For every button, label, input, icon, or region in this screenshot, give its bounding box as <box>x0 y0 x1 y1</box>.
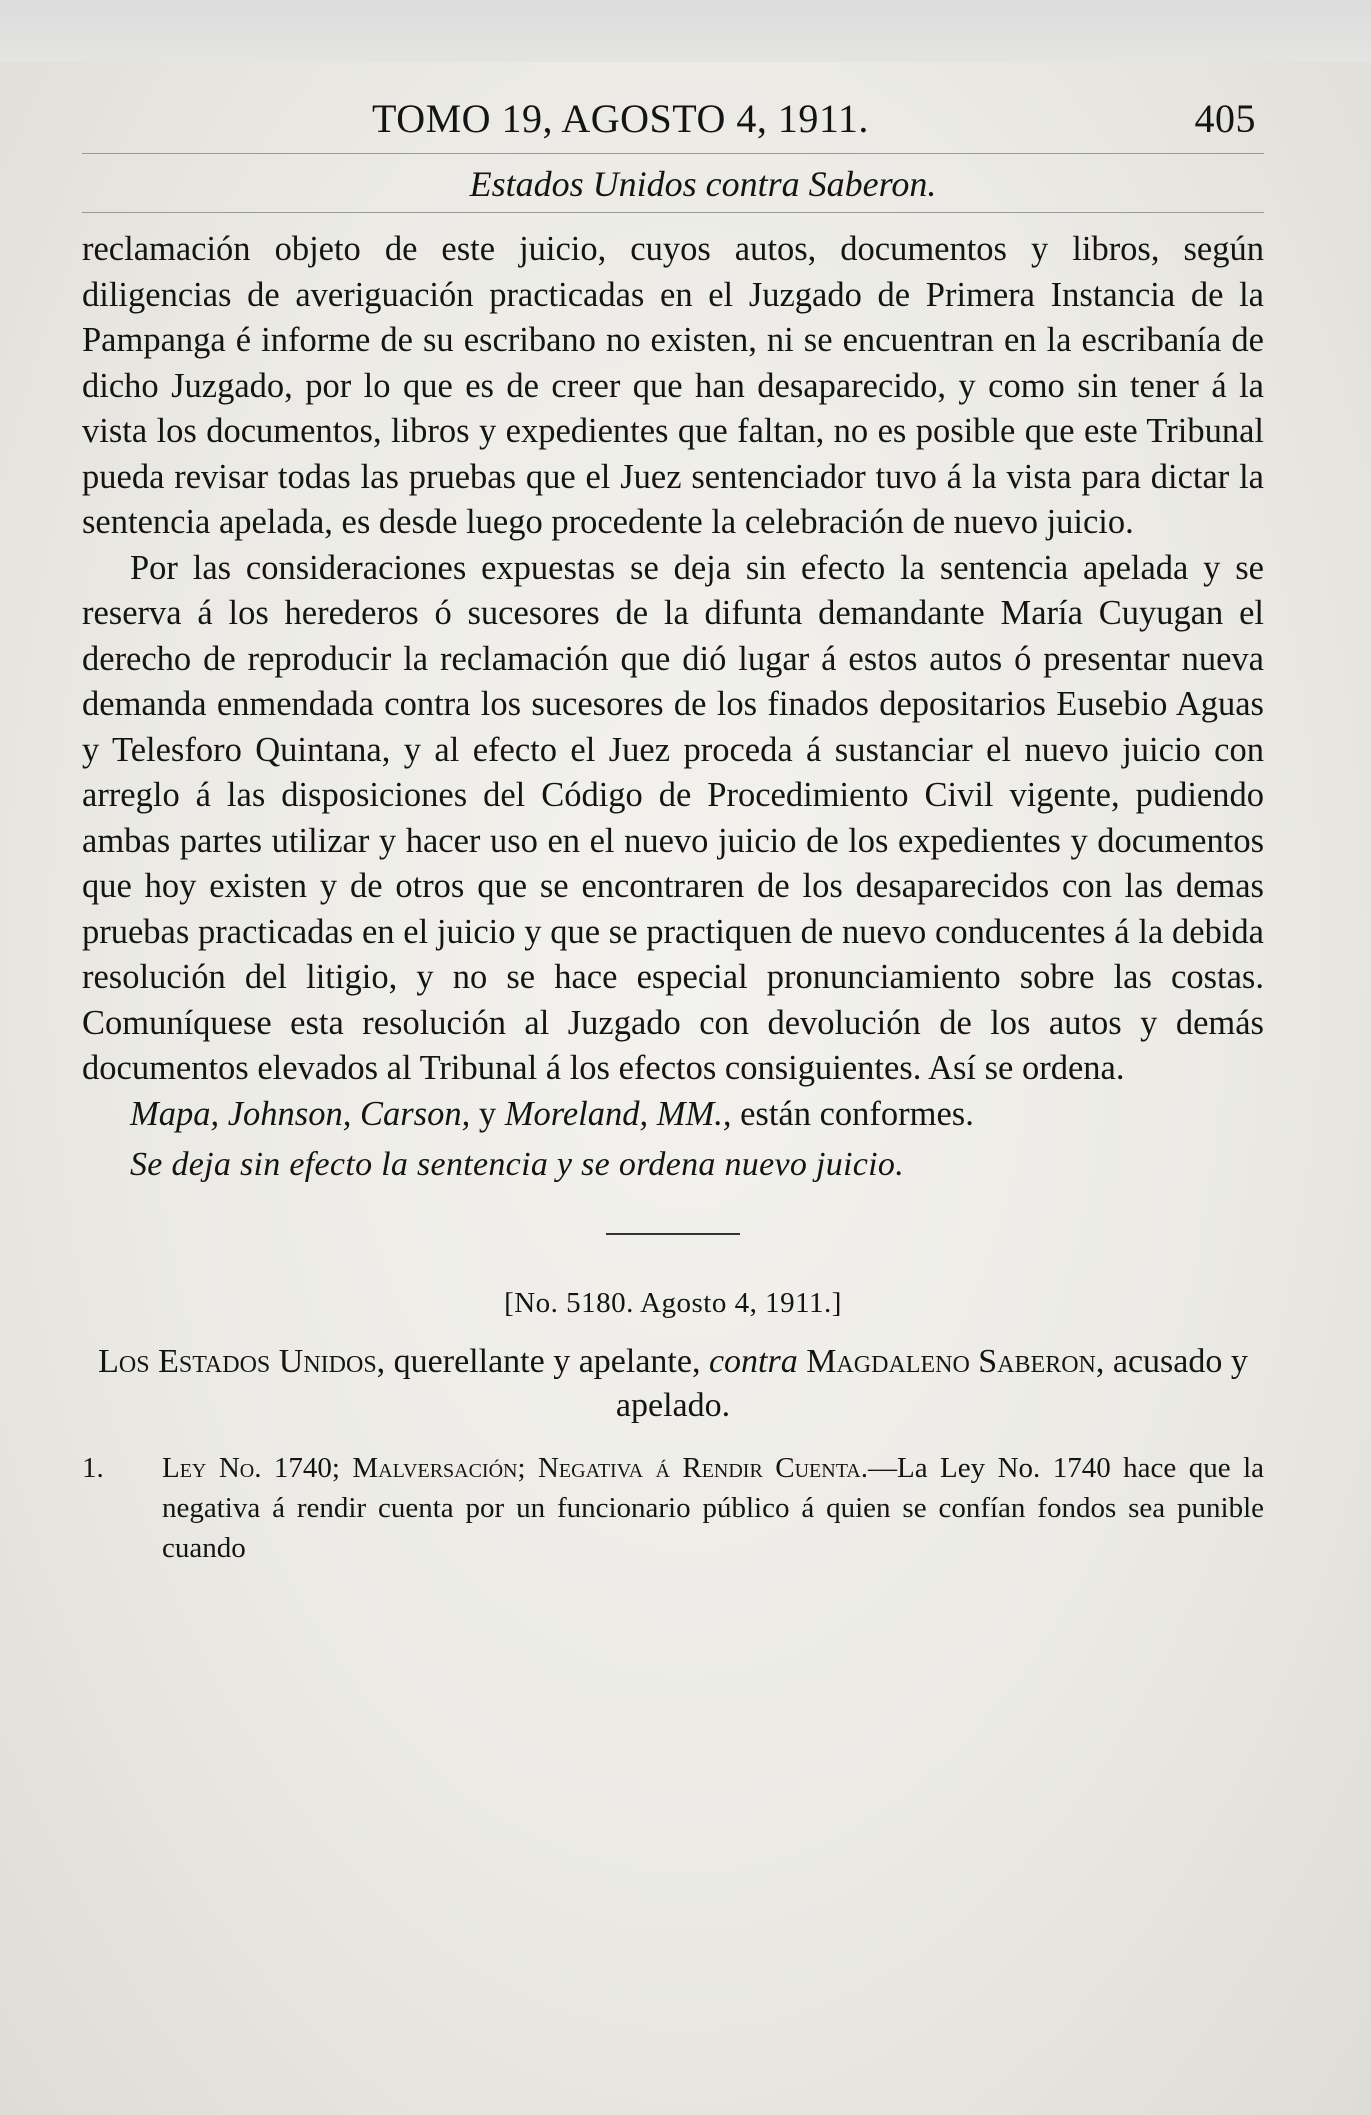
header-rule-top <box>82 153 1264 154</box>
disposition: Se deja sin efecto la sentencia y se ordena nuevo juicio. <box>130 1146 904 1183</box>
concurrence-paragraph <box>82 1092 1264 1138</box>
section-divider <box>606 1233 740 1235</box>
document-page <box>82 95 1264 1568</box>
syllabus-item <box>82 1448 1264 1568</box>
case-number-line: [No. 5180. Agosto 4, 1911.] <box>504 1287 842 1319</box>
plaintiff-name: Los Estados Unidos, <box>98 1343 386 1380</box>
paragraph-continuation: reclamación objeto de este juicio, cuyos autos, documentos y libros, según diligencias de averiguación practicadas en el Juzgado de Primera Instancia de la Pampanga é informe de su escribano no existen, ni se encuentran en la escribanía de dicho Juzgado, por lo que es de creer que han desaparecido, y como sin tener á la vista los documentos, libros y expedientes que faltan, no es posible que este Tribunal pueda revisar todas las pruebas que el Juez sentenciador tuvo á la vista para dictar la sentencia apelada, es desde luego procedente la celebración de nuevo juicio. <box>82 230 1264 541</box>
opinion-text <box>82 227 1264 1137</box>
plaintiff-role: querellante y apelante, <box>393 1343 701 1380</box>
case-parties <box>82 1340 1264 1428</box>
concurring-justices: Mapa, Johnson, Carson, <box>130 1094 471 1133</box>
syllabus-text: —La Ley No. 1740 hace que la negativa á rendir cuenta por un funcionario público á quien se confían fondos sea punible cuando <box>162 1452 1264 1564</box>
page-number: 405 <box>1194 96 1256 141</box>
syllabus-heading: Ley No. 1740; Malversación; Negativa á Rendir Cuenta. <box>162 1452 869 1484</box>
syllabus-number: 1. <box>82 1452 104 1484</box>
paragraph-ruling: Por las consideraciones expuestas se deja sin efecto la sentencia apelada y se reserva á los herederos ó sucesores de la difunta demandante María Cuyugan el derecho de reproducir la reclamación que dió lugar á estos autos ó presentar nueva demanda enmendada contra los sucesores de los finados depositarios Eusebio Aguas y Telesforo Quintana, y al efecto el Juez proceda á sustanciar el nuevo juicio con arreglo á las disposiciones del Código de Procedimiento Civil vigente, pudiendo ambas partes utilizar y hacer uso en el nuevo juicio de los expedientes y documentos que hoy existen y de otros que se encontraren de los desaparecidos con las demas pruebas practicadas en el juicio y que se practiquen de nuevo conducentes á la debida resolución del litigio, y no se hace especial pronunciamiento sobre las costas. Comuníquese esta resolución al Juzgado con devolución de los autos y demás documentos elevados al Tribunal á los efectos consiguientes. Así se ordena. <box>82 548 1264 1087</box>
defendant-role: acusado y apelado. <box>615 1343 1248 1424</box>
header-rule-bottom <box>82 212 1264 213</box>
case-title: Estados Unidos contra Saberon. <box>469 164 937 204</box>
volume-date-header: TOMO 19, AGOSTO 4, 1911. <box>372 96 869 141</box>
scan-top-edge <box>0 0 1371 62</box>
concurrence-conjunction: y <box>478 1094 497 1133</box>
versus-word: contra <box>708 1343 798 1380</box>
defendant-name: Magdaleno Saberon, <box>806 1343 1105 1380</box>
concurring-justice-last: Moreland, MM., <box>504 1094 732 1133</box>
concurrence-statement: están conformes. <box>740 1094 974 1133</box>
running-head <box>82 95 1264 153</box>
